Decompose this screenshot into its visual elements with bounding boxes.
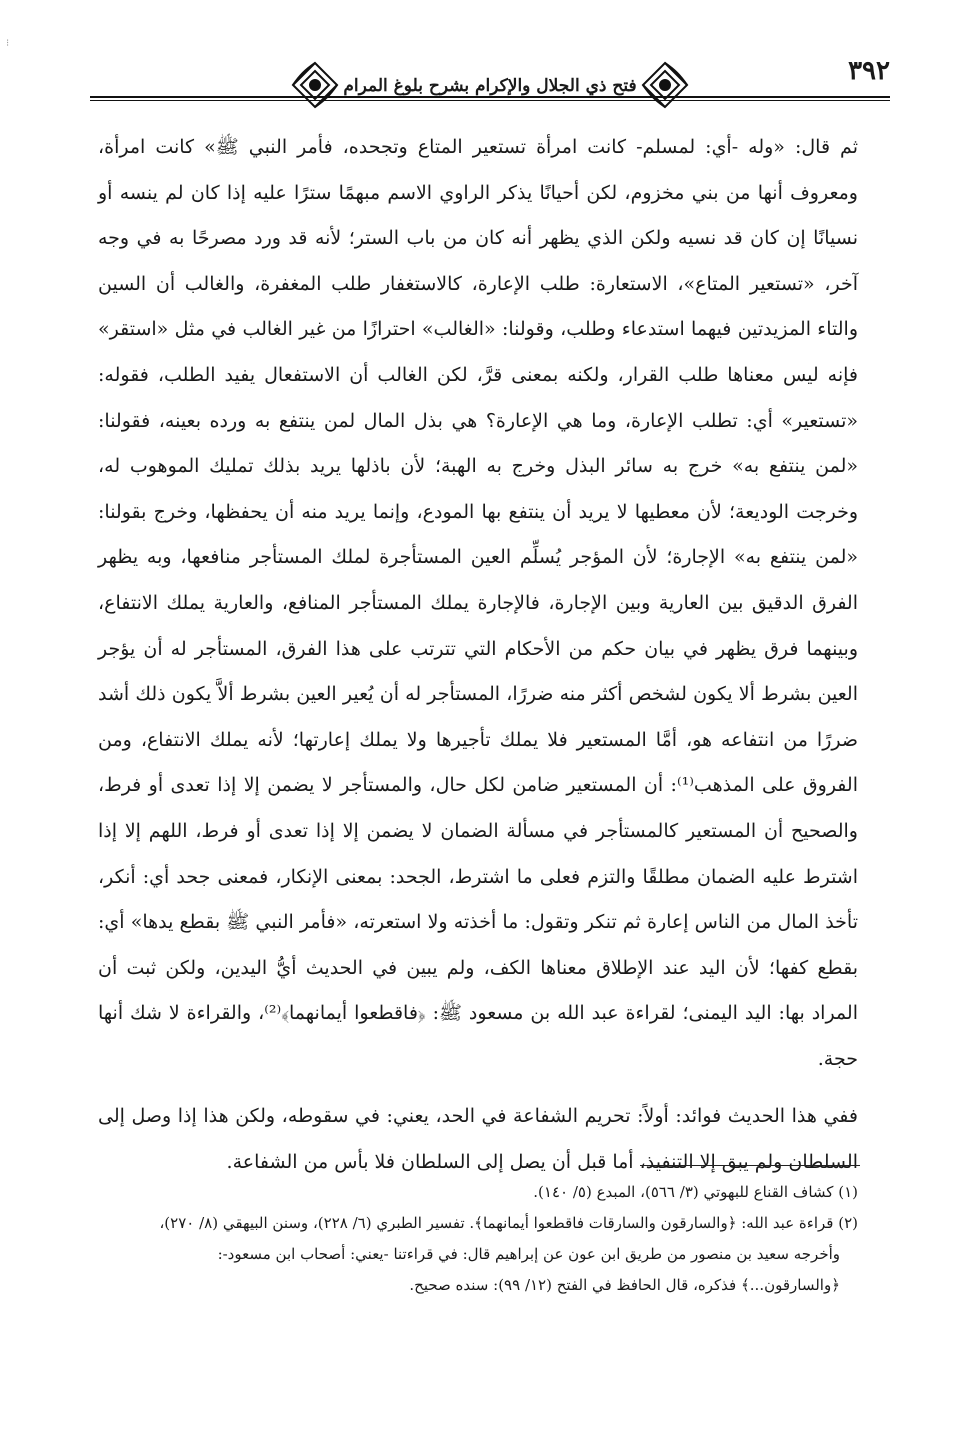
footnote-divider bbox=[640, 1165, 860, 1166]
running-title-text: فتح ذي الجلال والإكرام بشرح بلوغ المرام bbox=[299, 76, 680, 96]
page-header bbox=[90, 56, 890, 116]
footnote-2: (٢) قراءة عبد الله: ﴿والسارقون والسارقات فاقطعوا أيمانهما﴾. تفسير الطبري (٦/ ٢٢٨)، وسنن البيهقي (٨/ ٢٧٠)، bbox=[159, 1214, 858, 1232]
main-text bbox=[98, 125, 858, 1186]
paragraph-commentary: ثم قال: «وله -أي: لمسلم- كانت امرأة تستعير المتاع وتجحده، فأمر النبي ﷺ» كانت امرأة، ومعروف أنها من بني مخزوم، لكن أحيانًا يذكر الراوي الاسم مبهمًا سترًا عليه إذا كان لم ينسه أو نسيانًا إن كان قد نسيه ولكن الذي يظهر أنه كان من باب الستر؛ لأنه قد ورد مصرحًا به في وجه آخر، «تستعير المتاع»، الاستعارة: طلب الإعارة، كالاستغفار طلب المغفرة، والغالب أن السين والتاء المزيدتين فيهما استدعاء وطلب، وقولنا: «الغالب» احترازًا من غير الغالب في مثل «استقر» فإنه ليس معناها طلب القرار، ولكنه بمعنى قرَّ، لكن الغالب أن الاستفعال يفيد الطلب، فقوله: «تستعير» أي: تطلب الإعارة، وما هي الإعارة؟ هي بذل المال لمن ينتفع به ورده بعينه، فقولنا: «لمن ينتفع به» خرج به سائر البذل وخرج به الهبة؛ لأن باذلها يريد بذلك تمليك الموهوب له، وخرجت الوديعة؛ لأن معطيها لا يريد أن ينتفع بها المودع، وإنما يريد منه أن يحفظها، وخرج بقولنا: «لمن ينتفع به» الإجارة؛ لأن المؤجر يُسلِّم العين المستأجرة لملك المستأجر منافعها، وبه يظهر الفرق الدقيق بين العارية وبين الإجارة، فالإجارة يملك المستأجر المنافع، والعارية يملك الانتفاع، وبينهما فرق يظهر في بيان حكم من الأحكام التي تترتب على هذا الفرق، المستأجر له أن يؤجر العين بشرط ألا يكون لشخص أكثر منه ضررًا، المستأجر له أن يُعير العين بشرط ألاَّ يكون ذلك أشد ضررًا من انتفاعه هو، أمَّا المستعير فلا يملك تأجيرها ولا يملك إعارتها؛ لأنه يملك الانتفاع، ومن الفروق على المذهب⁽¹⁾: أن المستعير ضامن لكل حال، والمستأجر لا يضمن إلا إذا تعدى أو فرط، والصحيح أن المستعير كالمستأجر في مسألة الضمان لا يضمن إلا إذا تعدى أو فرط، اللهم إلا إذا اشترط عليه الضمان مطلقًا والتزم فعلى ما اشترط، الجحد: بمعنى الإنكار، فمعنى جحد أي: أنكر، تأخذ المال من الناس إعارة ثم تنكر وتقول: ما أخذته ولا استعرته، «فأمر النبي ﷺ بقطع يدها» أي: بقطع كفها؛ لأن اليد عند الإطلاق معناها الكف، ولم يبين في الحديث أيُّ اليدين، ولكن ثبت أن المراد بها: اليد اليمنى؛ لقراءة عبد الله بن مسعود ﷺ: ﴿فاقطعوا أيمانهما﴾⁽²⁾، والقراءة لا شك أنها حجة. bbox=[98, 136, 858, 1070]
margin-mark: ⁝ bbox=[6, 38, 10, 49]
footnote-1: (١) كشاف القناع للبهوتي (٣/ ٥٦٦)، المبدع (٥/ ١٤٠). bbox=[533, 1183, 858, 1201]
footnote-2-continuation-end: ﴿والسارقون...﴾ فذكره، قال الحافظ في الفتح (١٢/ ٩٩): سنده صحيح. bbox=[409, 1276, 840, 1294]
ornament-left-icon bbox=[290, 60, 340, 110]
footnotes bbox=[98, 1177, 858, 1301]
running-title bbox=[90, 76, 890, 96]
ornament-right-icon bbox=[640, 60, 690, 110]
paragraph-benefits: ففي هذا الحديث فوائد: أولاً: تحريم الشفاعة في الحد، يعني: في سقوطه، ولكن هذا إذا وصل إلى السلطان ولم يبق إلا التنفيذ، أما قبل أن يصل إلى السلطان فلا بأس من الشفاعة. bbox=[98, 1105, 858, 1174]
footnote-2-continuation: وأخرجه سعيد بن منصور من طريق ابن عون عن إبراهيم قال: في قراءتنا -يعني: أصحاب ابن مسعود-: bbox=[217, 1245, 840, 1263]
header-rule bbox=[90, 96, 890, 101]
page-number: ٣٩٢ bbox=[848, 56, 890, 86]
